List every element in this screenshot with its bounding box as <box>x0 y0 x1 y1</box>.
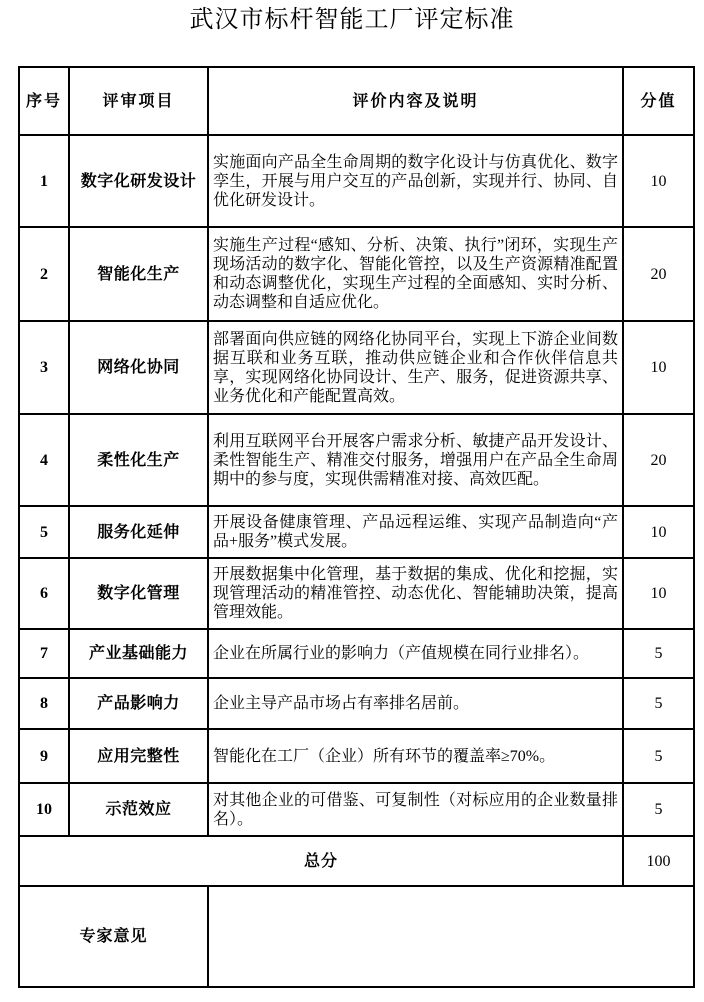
table-row-9 <box>19 729 694 783</box>
total-label: 总分 <box>19 836 623 886</box>
row-content: 利用互联网平台开展客户需求分析、敏捷产品开发设计、柔性智能生产、精准交付服务，增强用户在产品全生命周期中的参与度，实现供需精准对接、高效匹配。 <box>208 414 623 506</box>
row-number: 8 <box>19 678 69 729</box>
row-number: 10 <box>19 783 69 836</box>
table-row-10 <box>19 783 694 836</box>
row-number: 9 <box>19 729 69 783</box>
table-row-4 <box>19 414 694 506</box>
header-content: 评价内容及说明 <box>208 67 623 135</box>
table-row-2 <box>19 227 694 321</box>
row-score: 10 <box>623 506 694 558</box>
table-row-8 <box>19 678 694 729</box>
page-title: 武汉市标杆智能工厂评定标准 <box>189 7 515 33</box>
row-item: 产品影响力 <box>69 678 208 729</box>
row-score: 5 <box>623 783 694 836</box>
header-item: 评审项目 <box>69 67 208 135</box>
row-number: 2 <box>19 227 69 321</box>
table-header-row <box>19 67 694 135</box>
total-score: 100 <box>623 836 694 886</box>
total-row <box>19 836 694 886</box>
row-item: 柔性化生产 <box>69 414 208 506</box>
row-score: 10 <box>623 135 694 227</box>
row-number: 3 <box>19 321 69 414</box>
row-score: 20 <box>623 414 694 506</box>
table-row-1 <box>19 135 694 227</box>
evaluation-table <box>18 66 695 988</box>
row-item: 示范效应 <box>69 783 208 836</box>
row-content: 企业在所属行业的影响力（产值规模在同行业排名）。 <box>208 629 623 678</box>
row-content: 开展设备健康管理、产品远程运维、实现产品制造向“产品+服务”模式发展。 <box>208 506 623 558</box>
row-content: 部署面向供应链的网络化协同平台，实现上下游企业间数据互联和业务互联，推动供应链企业和合作伙伴信息共享，实现网络化协同设计、生产、服务，促进资源共享、业务优化和产能配置高效。 <box>208 321 623 414</box>
row-content: 对其他企业的可借鉴、可复制性（对标应用的企业数量排名）。 <box>208 783 623 836</box>
row-content: 智能化在工厂（企业）所有环节的覆盖率≥70%。 <box>208 729 623 783</box>
row-item: 服务化延伸 <box>69 506 208 558</box>
row-score: 5 <box>623 729 694 783</box>
row-score: 5 <box>623 678 694 729</box>
expert-opinion-area <box>208 886 694 987</box>
table-row-3 <box>19 321 694 414</box>
row-item: 数字化研发设计 <box>69 135 208 227</box>
table-row-7 <box>19 629 694 678</box>
row-number: 6 <box>19 558 69 629</box>
header-no: 序号 <box>19 67 69 135</box>
expert-opinion-row <box>19 886 694 987</box>
row-content: 实施面向产品全生命周期的数字化设计与仿真优化、数字孪生，开展与用户交互的产品创新，实现并行、协同、自优化研发设计。 <box>208 135 623 227</box>
table-row-6 <box>19 558 694 629</box>
table-row-5 <box>19 506 694 558</box>
row-item: 应用完整性 <box>69 729 208 783</box>
row-content: 开展数据集中化管理，基于数据的集成、优化和挖掘，实现管理活动的精准管控、动态优化、智能辅助决策，提高管理效能。 <box>208 558 623 629</box>
header-score: 分值 <box>623 67 694 135</box>
row-number: 1 <box>19 135 69 227</box>
row-item: 智能化生产 <box>69 227 208 321</box>
row-number: 4 <box>19 414 69 506</box>
row-score: 10 <box>623 558 694 629</box>
row-item: 产业基础能力 <box>69 629 208 678</box>
row-content: 企业主导产品市场占有率排名居前。 <box>208 678 623 729</box>
row-item: 数字化管理 <box>69 558 208 629</box>
expert-opinion-label: 专家意见 <box>19 886 208 987</box>
row-content: 实施生产过程“感知、分析、决策、执行”闭环，实现生产现场活动的数字化、智能化管控，以及生产资源精准配置和动态调整优化，实现生产过程的全面感知、实时分析、动态调整和自适应优化。 <box>208 227 623 321</box>
row-score: 5 <box>623 629 694 678</box>
document-page <box>0 6 704 1002</box>
row-number: 5 <box>19 506 69 558</box>
row-score: 20 <box>623 227 694 321</box>
row-score: 10 <box>623 321 694 414</box>
row-item: 网络化协同 <box>69 321 208 414</box>
row-number: 7 <box>19 629 69 678</box>
